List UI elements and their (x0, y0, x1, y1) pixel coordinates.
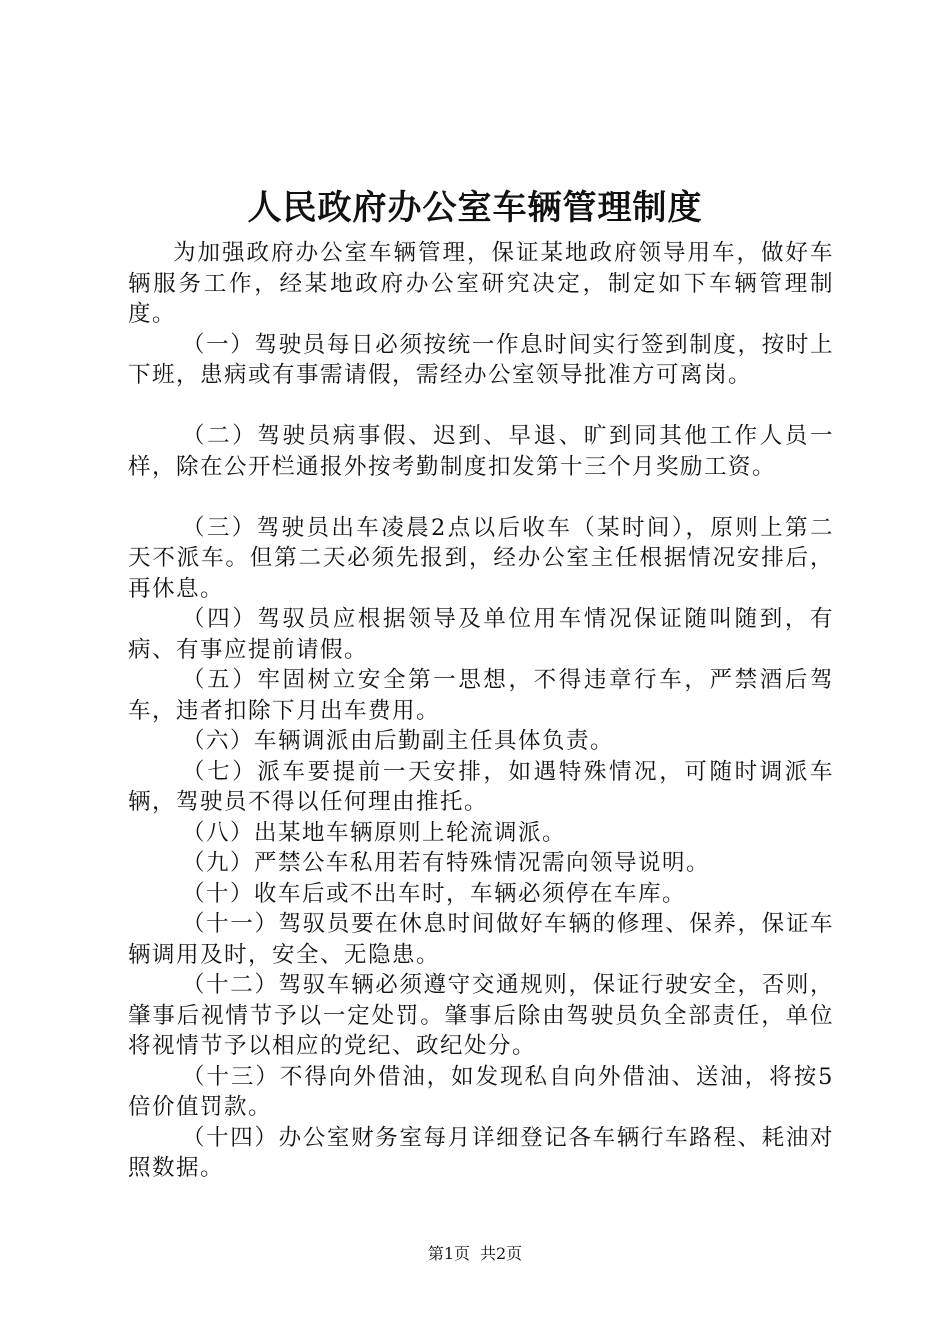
blank-line (128, 391, 834, 422)
paragraph-item-9: （九）严禁公车私用若有特殊情况需向领导说明。 (182, 850, 711, 876)
paragraph-item-14: （十四）办公室财务室每月详细登记各车辆行车路程、耗油对照数据。 (128, 1124, 834, 1181)
document-body (128, 238, 834, 1184)
paragraph-item-13: （十三）不得向外借油，如发现私自向外借油、送油，将按5倍价值罚款。 (128, 1063, 834, 1120)
blank-line (128, 482, 834, 513)
page-number-current: 第1页 (427, 1244, 470, 1263)
page-footer (0, 1244, 950, 1264)
paragraph-item-12: （十二）驾驭车辆必须遵守交通规则，保证行驶安全，否则，肇事后视情节予以一定处罚。肇事后除由驾驶员负全部责任，单位将视情节予以相应的党纪、政纪处分。 (128, 972, 834, 1059)
paragraph-item-4: （四）驾驭员应根据领导及单位用车情况保证随叫随到，有病、有事应提前请假。 (128, 606, 834, 663)
paragraph-item-5: （五）牢固树立安全第一思想，不得违章行车，严禁酒后驾车，违者扣除下月出车费用。 (128, 667, 834, 724)
paragraph-item-1: （一）驾驶员每日必须按统一作息时间实行签到制度，按时上下班，患病或有事需请假，需经办公室领导批准方可离岗。 (128, 331, 834, 388)
paragraph-intro: 为加强政府办公室车辆管理，保证某地政府领导用车，做好车辆服务工作，经某地政府办公室研究决定，制定如下车辆管理制度。 (128, 240, 834, 327)
page-number-total: 共2页 (480, 1244, 523, 1263)
paragraph-item-7: （七）派车要提前一天安排，如遇特殊情况，可随时调派车辆，驾驶员不得以任何理由推托。 (128, 758, 834, 815)
paragraph-item-2: （二）驾驶员病事假、迟到、早退、旷到同其他工作人员一样，除在公开栏通报外按考勤制度扣发第十三个月奖励工资。 (128, 423, 834, 480)
document-title: 人民政府办公室车辆管理制度 (247, 188, 703, 228)
paragraph-item-10: （十）收车后或不出车时，车辆必须停在车库。 (182, 880, 687, 907)
paragraph-item-8: （八）出某地车辆原则上轮流调派。 (182, 819, 567, 846)
paragraph-item-6: （六）车辆调派由后勤副主任具体负责。 (182, 728, 615, 754)
paragraph-item-11: （十一）驾驭员要在休息时间做好车辆的修理、保养，保证车辆调用及时，安全、无隐患。 (128, 911, 834, 968)
paragraph-item-3: （三）驾驶员出车凌晨2点以后收车（某时间），原则上第二天不派车。但第二天必须先报到，经办公室主任根据情况安排后，再休息。 (128, 514, 834, 602)
